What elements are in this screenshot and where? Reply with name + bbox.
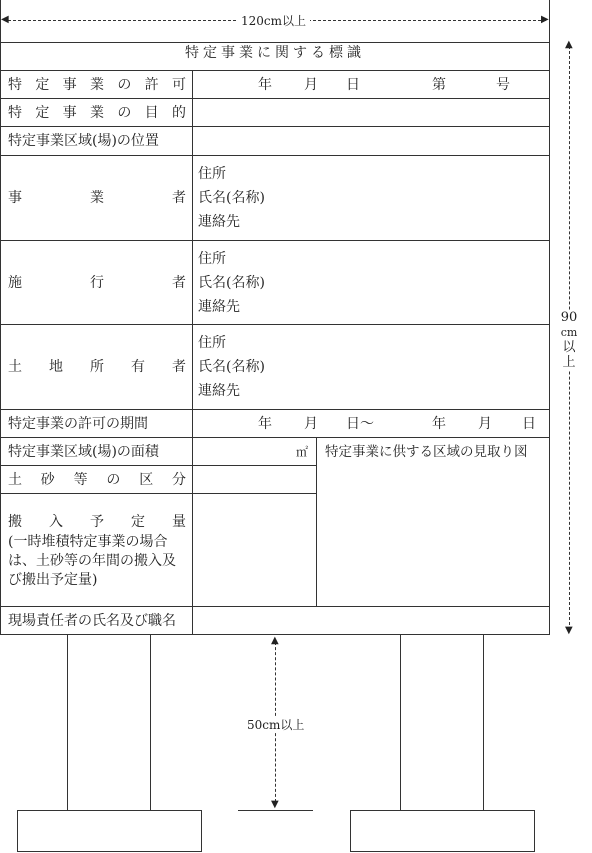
row-label-area: 特定事業区域(場)の面積 bbox=[8, 444, 159, 460]
permit-number-prefix: 第 bbox=[432, 77, 446, 93]
down-arrow-icon: ▼ bbox=[565, 625, 573, 636]
map-column-divider bbox=[316, 437, 317, 606]
contractor-name: 氏名(名称) bbox=[198, 275, 265, 291]
period-start-day: 日〜 bbox=[346, 416, 374, 432]
right-arrow-icon: ▶ bbox=[541, 14, 549, 25]
row-label-period: 特定事業の許可の期間 bbox=[8, 416, 148, 432]
row-divider bbox=[0, 437, 550, 438]
left-footing bbox=[17, 810, 202, 852]
row-label-soil-type: 土 砂 等 の 区 分 bbox=[8, 472, 186, 488]
row-label-volume: 搬 入 予 定 量 bbox=[8, 514, 186, 530]
volume-note-line1: (一時堆積特定事業の場合 bbox=[8, 534, 168, 550]
volume-note-line3: び搬出予定量) bbox=[8, 572, 98, 588]
area-unit: ㎡ bbox=[296, 445, 309, 459]
row-label-purpose: 特 定 事 業 の 目 的 bbox=[8, 105, 186, 121]
sign-title: 特定事業に関する標識 bbox=[185, 45, 365, 61]
post-dimension-label: 50cm以上 bbox=[243, 716, 308, 733]
sign-left-border bbox=[0, 42, 1, 635]
row-label-operator: 事 業 者 bbox=[8, 190, 186, 206]
sign-top-border bbox=[0, 42, 550, 43]
row-label-contractor: 施 行 者 bbox=[8, 275, 186, 291]
right-post-left-edge bbox=[400, 635, 401, 810]
post-down-arrow-icon: ▼ bbox=[271, 799, 279, 810]
row-label-location: 特定事業区域(場)の位置 bbox=[8, 133, 159, 149]
contractor-contact: 連絡先 bbox=[198, 299, 240, 315]
height-dimension-label: 90 cm 以 上 bbox=[560, 310, 578, 370]
sign-right-border bbox=[549, 0, 550, 635]
row-divider bbox=[0, 240, 550, 241]
landowner-address: 住所 bbox=[198, 335, 226, 351]
row-divider bbox=[0, 465, 317, 466]
row-label-site-manager: 現場責任者の氏名及び職名 bbox=[8, 613, 176, 629]
row-divider bbox=[0, 493, 317, 494]
period-start-year: 年 bbox=[258, 416, 272, 432]
permit-number-suffix: 号 bbox=[496, 77, 510, 93]
permit-year: 年 bbox=[258, 77, 272, 93]
landowner-name: 氏名(名称) bbox=[198, 359, 265, 375]
ground-reference-line bbox=[238, 810, 313, 811]
row-label-landowner: 土 地 所 有 者 bbox=[8, 359, 186, 375]
row-divider bbox=[0, 98, 550, 99]
right-footing bbox=[350, 810, 535, 852]
width-dimension-label: 120cm以上 bbox=[237, 12, 310, 29]
row-divider bbox=[0, 606, 550, 607]
row-label-permit: 特 定 事 業 の 許 可 bbox=[8, 77, 186, 93]
row-divider bbox=[0, 155, 550, 156]
row-divider bbox=[0, 409, 550, 410]
period-start-month: 月 bbox=[304, 416, 318, 432]
up-arrow-icon: ▲ bbox=[565, 39, 573, 50]
row-divider bbox=[0, 324, 550, 325]
left-arrow-icon: ◀ bbox=[1, 14, 9, 25]
landowner-contact: 連絡先 bbox=[198, 383, 240, 399]
period-end-year: 年 bbox=[432, 416, 446, 432]
volume-note-line2: は、土砂等の年間の搬入及 bbox=[8, 553, 176, 569]
post-up-arrow-icon: ▲ bbox=[271, 635, 279, 646]
permit-day: 日 bbox=[346, 77, 360, 93]
operator-contact: 連絡先 bbox=[198, 214, 240, 230]
row-divider bbox=[0, 70, 550, 71]
period-end-month: 月 bbox=[478, 416, 492, 432]
right-post-right-edge bbox=[483, 635, 484, 810]
map-label: 特定事業に供する区域の見取り図 bbox=[325, 444, 528, 460]
operator-name: 氏名(名称) bbox=[198, 190, 265, 206]
left-post-left-edge bbox=[67, 635, 68, 810]
contractor-address: 住所 bbox=[198, 251, 226, 267]
operator-address: 住所 bbox=[198, 166, 226, 182]
left-post-right-edge bbox=[150, 635, 151, 810]
row-divider bbox=[0, 126, 550, 127]
permit-month: 月 bbox=[304, 77, 318, 93]
period-end-day: 日 bbox=[522, 416, 536, 432]
